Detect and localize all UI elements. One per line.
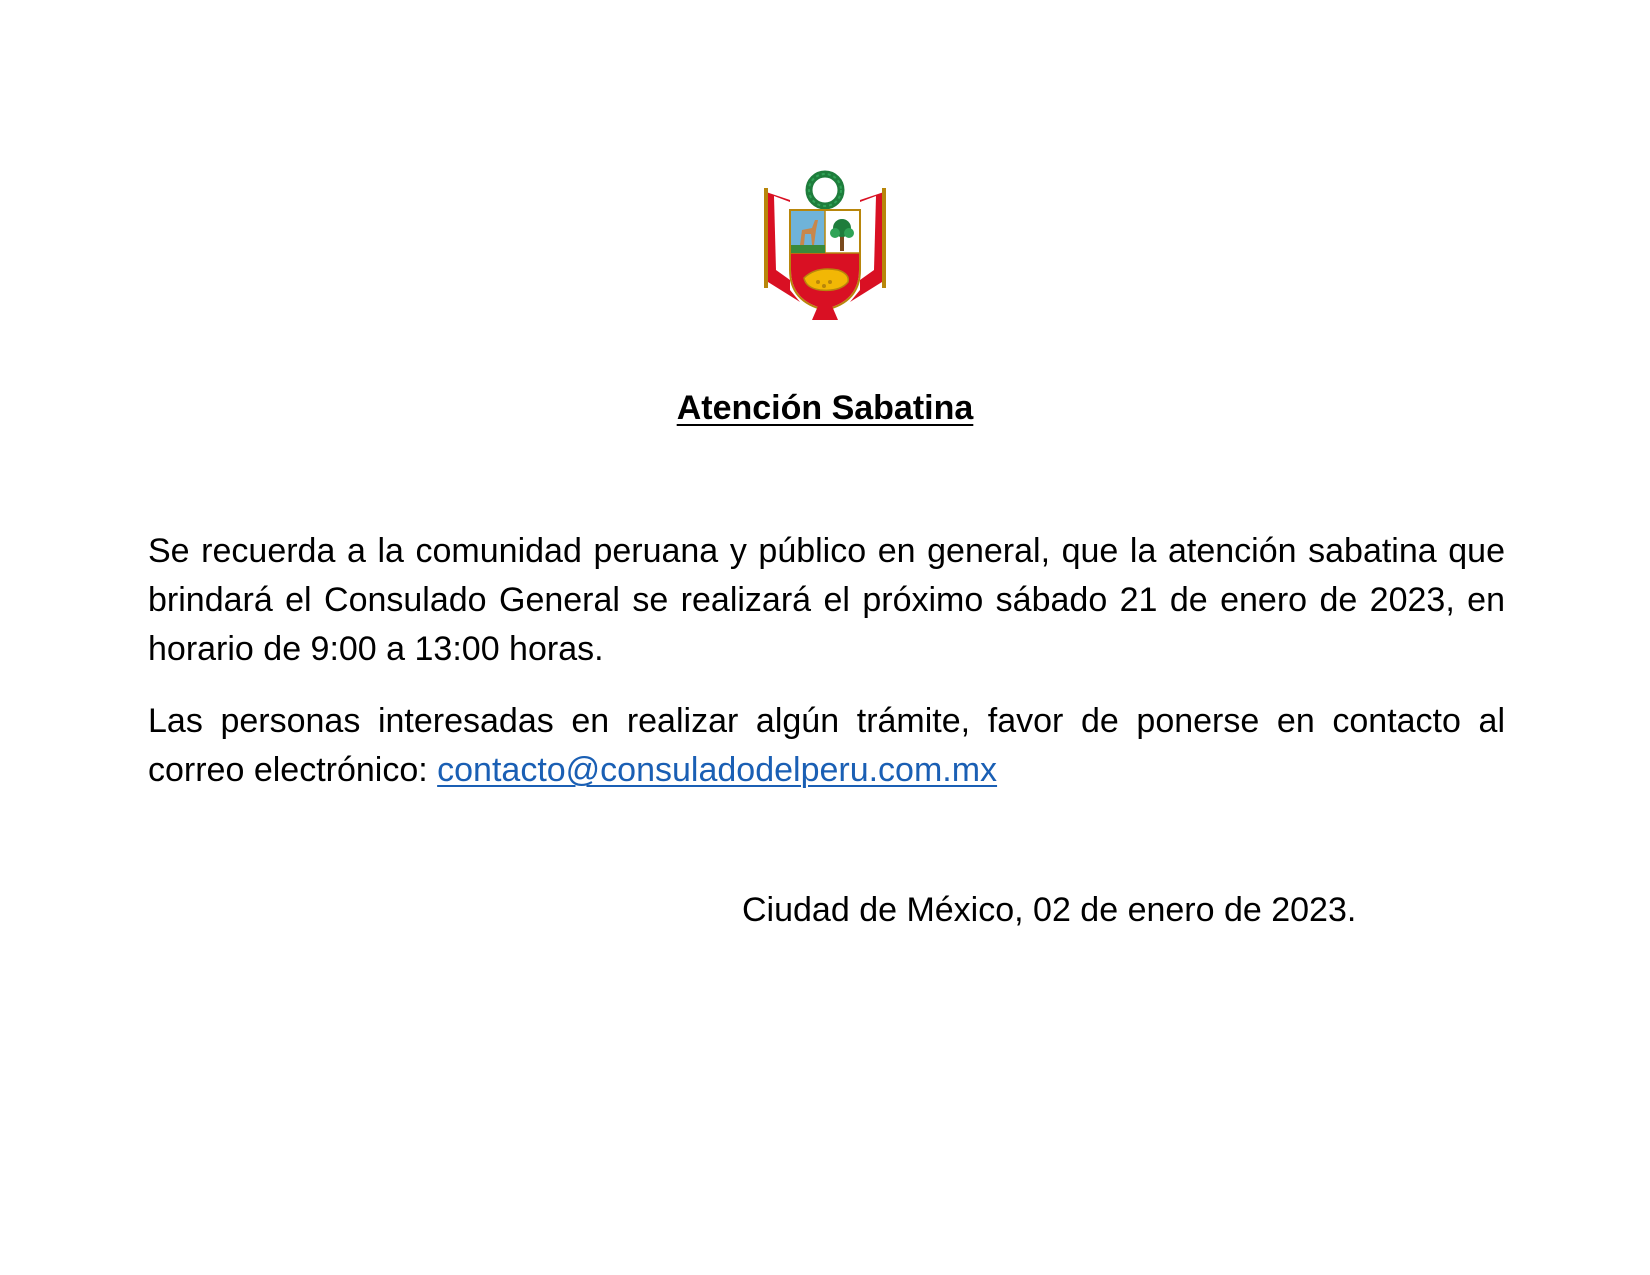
holm-oak-wreath	[809, 174, 841, 206]
contact-email-link[interactable]: contacto@consuladodelperu.com.mx	[437, 751, 998, 789]
title-text: Atención Sabatina	[676, 389, 974, 427]
contact-paragraph	[148, 697, 1505, 795]
coat-of-arms-icon	[760, 170, 890, 322]
announcement-paragraph: Se recuerda a la comunidad peruana y público en general, que la atención sabatina que brindará el Consulado General se realizará el próximo sábado 21 de enero de 2023, en horario de 9:00 a 13:00 horas.	[148, 532, 1505, 668]
cornucopia	[804, 269, 848, 290]
contact-paragraph-text: Las personas interesadas en realizar algún trámite, favor de ponerse en contacto al correo electrónico:	[148, 702, 1505, 789]
place-and-date: Ciudad de México, 02 de enero de 2023.	[742, 891, 1357, 929]
document-title	[0, 388, 1650, 428]
